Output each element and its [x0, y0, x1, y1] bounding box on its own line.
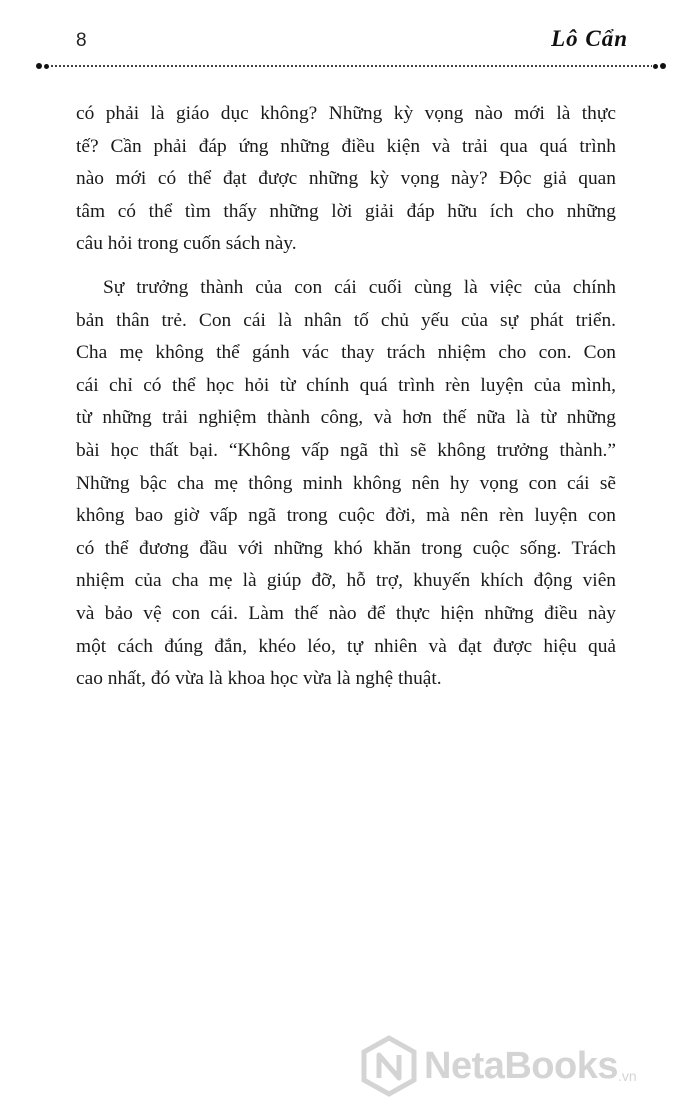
- text-line: Sự trưởng thành của con cái cuối cùng là việc của chính: [103, 276, 616, 298]
- rule-end-dot: [660, 63, 666, 69]
- watermark: [358, 1034, 690, 1098]
- rule-end-dot: [44, 64, 49, 69]
- text-line: không bao giờ vấp ngã trong cuộc đời, mà nên rèn luyện con: [76, 505, 616, 527]
- watermark-suffix: .vn: [618, 1068, 637, 1084]
- page-number: 8: [76, 30, 87, 51]
- text-line: Cha mẹ không thể gánh vác thay trách nhiệm cho con. Con: [76, 342, 616, 364]
- netabooks-logo-icon: [358, 1035, 420, 1097]
- text-line: câu hỏi trong cuốn sách này.: [76, 233, 297, 255]
- header-dotted-rule: [36, 61, 666, 71]
- text-line: nào mới có thể đạt được những kỳ vọng này? Độc giả quan: [76, 168, 616, 190]
- body-text: [76, 98, 616, 696]
- text-line: nhiệm của cha mẹ là giúp đỡ, hỗ trợ, khuyến khích động viên: [76, 570, 616, 592]
- text-line: bài học thất bại. “Không vấp ngã thì sẽ không trưởng thành.”: [76, 439, 616, 461]
- watermark-brand: NetaBooks: [424, 1044, 618, 1087]
- text-line: và bảo vệ con cái. Làm thế nào để thực hiện những điều này: [76, 602, 616, 624]
- text-line: có thể đương đầu với những khó khăn trong cuộc sống. Trách: [76, 537, 616, 559]
- running-title: Lô Cẩn: [551, 26, 628, 51]
- text-line: từ những trải nghiệm thành công, và hơn thế nữa là từ những: [76, 407, 616, 429]
- text-line: tâm có thể tìm thấy những lời giải đáp hữu ích cho những: [76, 200, 616, 222]
- rule-end-dot: [653, 64, 658, 69]
- paragraph: [76, 272, 616, 696]
- text-line: có phải là giáo dục không? Những kỳ vọng nào mới là thực: [76, 103, 616, 124]
- text-line: bản thân trẻ. Con cái là nhân tố chủ yếu của sự phát triển.: [76, 309, 616, 331]
- text-line: một cách đúng đắn, khéo léo, tự nhiên và đạt được hiệu quả: [76, 635, 616, 657]
- text-line: Những bậc cha mẹ thông minh không nên hy vọng con cái sẽ: [76, 472, 616, 494]
- text-line: cái chỉ có thể học hỏi từ chính quá trình rèn luyện của mình,: [76, 374, 616, 396]
- paragraph: [76, 98, 616, 261]
- text-line: cao nhất, đó vừa là khoa học vừa là nghệ thuật.: [76, 668, 442, 690]
- rule-dots: [50, 65, 652, 67]
- rule-end-dot: [36, 63, 42, 69]
- text-line: tế? Cần phải đáp ứng những điều kiện và trải qua quá trình: [76, 135, 616, 157]
